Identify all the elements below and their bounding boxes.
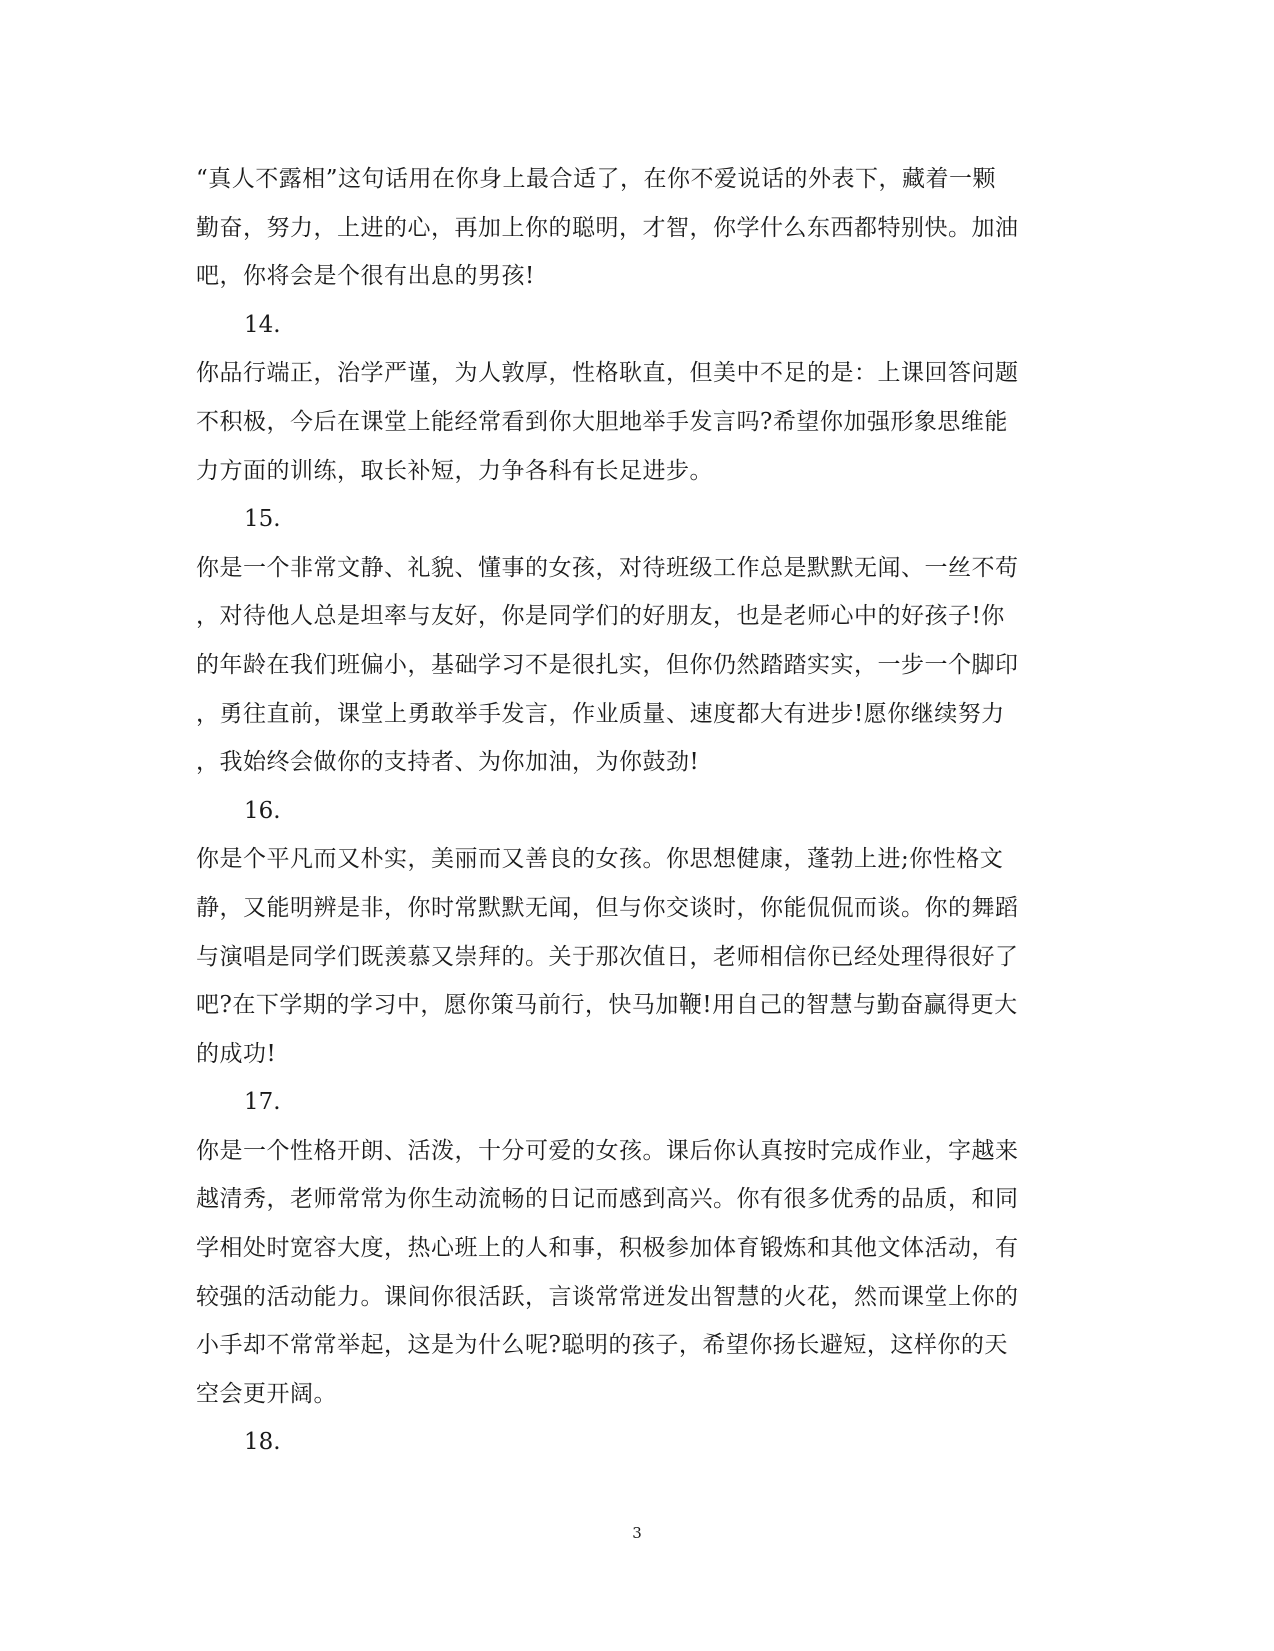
comment-paragraph: 你是一个非常文静、礼貌、懂事的女孩，对待班级工作总是默默无闻、一丝不苟 ，对待他人总是坦率与友好，你是同学们的好朋友，也是老师心中的好孩子!你 的年龄在我们班偏小，基础学习不是很扎实，但你仍然踏踏实实，一步一个脚印 ，勇往直前，课堂上勇敢举手发言，作业质量、速度都大有进步!愿你继续努力 ，我始终会做你的支持者、为你加油，为你鼓劲! — [196, 554, 1019, 776]
comment-paragraph: “真人不露相”这句话用在你身上最合适了，在你不爱说话的外表下，藏着一颗 勤奋，努力，上进的心，再加上你的聪明，才智，你学什么东西都特别快。加油 吧，你将会是个很有出息的男孩! — [196, 166, 1019, 290]
comment-paragraph: 你是个平凡而又朴实，美丽而又善良的女孩。你思想健康，蓬勃上进;你性格文 静，又能明辨是非，你时常默默无闻，但与你交谈时，你能侃侃而谈。你的舞蹈 与演唱是同学们既羡慕又崇拜的。关于那次值日，老师相信你已经处理得很好了 吧?在下学期的学习中，愿你策马前行，快马加鞭!用自己的智慧与勤奋赢得更大 的成功! — [196, 846, 1019, 1067]
comment-paragraph: 你是一个性格开朗、活泼，十分可爱的女孩。课后你认真按时完成作业，字越来 越清秀，老师常常为你生动流畅的日记而感到高兴。你有很多优秀的品质，和同 学相处时宽容大度，热心班上的人和事，积极参加体育锻炼和其他文体活动，有 较强的活动能力。课间你很活跃，言谈常常迸发出智慧的火花，然而课堂上你的 小手却不常常举起，这是为什么呢?聪明的孩子，希望你扬长避短，这样你的天 空会更开阔。 — [196, 1137, 1019, 1407]
item-number: 16. — [244, 797, 281, 824]
item-number: 15. — [244, 506, 281, 533]
document-body — [196, 155, 1076, 1467]
comment-paragraph: 你品行端正，治学严谨，为人敦厚，性格耿直，但美中不足的是：上课回答问题 不积极，今后在课堂上能经常看到你大胆地举手发言吗?希望你加强形象思维能 力方面的训练，取长补短，力争各科有长足进步。 — [196, 360, 1019, 484]
item-number: 18. — [244, 1429, 281, 1456]
item-number: 14. — [244, 311, 281, 338]
page-number: 3 — [632, 1524, 642, 1542]
item-number: 17. — [244, 1089, 281, 1116]
